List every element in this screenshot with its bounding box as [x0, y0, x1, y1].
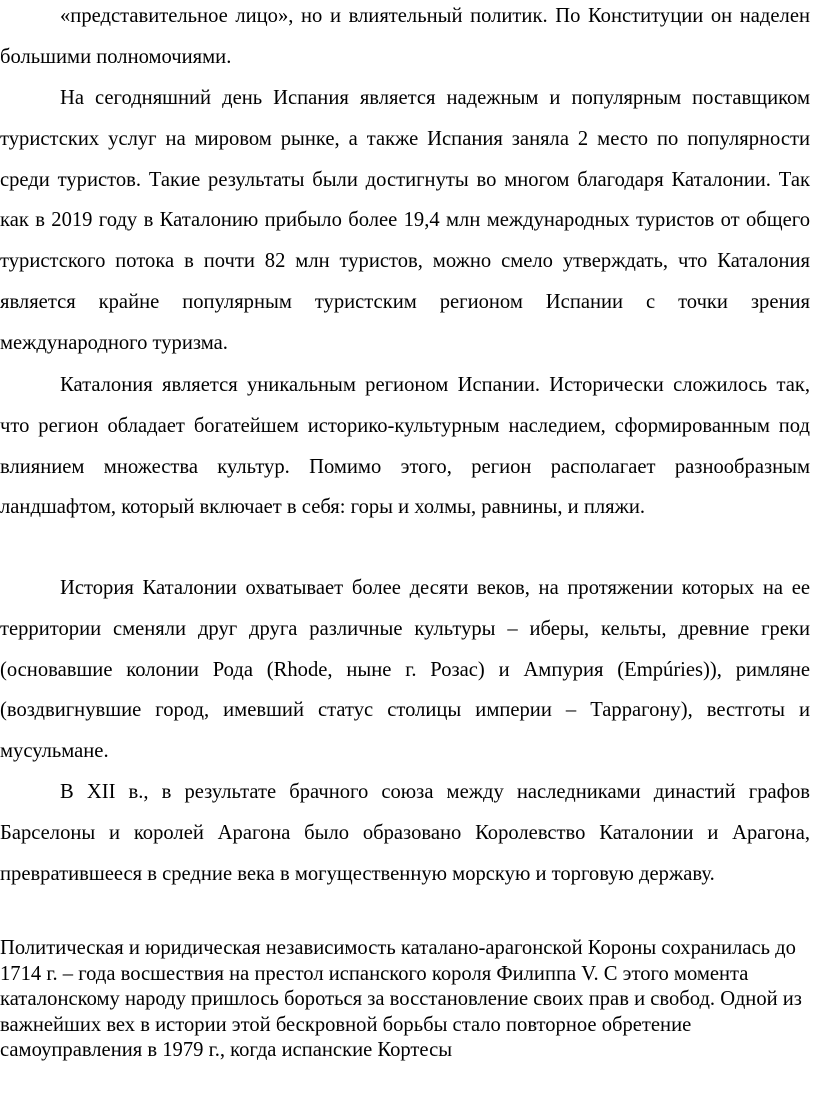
paragraph-4: История Каталонии охватывает более десяти веков, на протяжении которых на ее территории сменяли друг друга различные культуры – иберы, кельты, древние греки (основавшие колонии Рода (Rhode, ныне г. Розас) и Ампурия (Empúries)), римляне (воздвигнувшие город, имевший статус столицы империи – Таррагону), вестготы и мусульмане. [0, 577, 810, 763]
paragraph-6-continuation: Политическая и юридическая независимость каталано-арагонской Короны сохранилась до 1714 г. – года восшествия на престол испанского короля Филиппа V. С этого момента каталонскому народу пришлось бороться за восстановление своих прав и свобод. Одной из важнейших вех в истории этой бескровной борьбы стало повторное обретение самоуправления в 1979 г., когда испанские Кортесы [0, 937, 802, 1062]
paragraph-1: «представительное лицо», но и влиятельный политик. По Конституции он наделен большими полномочиями. [0, 5, 810, 68]
paragraph-3: Каталония является уникальным регионом Испании. Исторически сложилось так, что регион обладает богатейшем историко-культурным наследием, сформированным под влиянием множества культур. Помимо этого, регион располагает разнообразным ландшафтом, который включает в себя: горы и холмы, равнины, и пляжи. [0, 374, 810, 519]
paragraph-2: На сегодняшний день Испания является надежным и популярным поставщиком туристских услуг на мировом рынке, а также Испания заняла 2 место по популярности среди туристов. Такие результаты были достигнуты во многом благодаря Каталонии. Так как в 2019 году в Каталонию прибыло более 19,4 млн международных туристов от общего туристского потока в почти 82 млн туристов, можно смело утверждать, что Каталония является крайне популярным туристским регионом Испании с точки зрения международного туризма. [0, 87, 810, 354]
paragraph-5: В XII в., в результате брачного союза между наследниками династий графов Барселоны и королей Арагона было образовано Королевство Каталонии и Арагона, превратившееся в средние века в могущественную морскую и торговую державу. [0, 781, 810, 885]
